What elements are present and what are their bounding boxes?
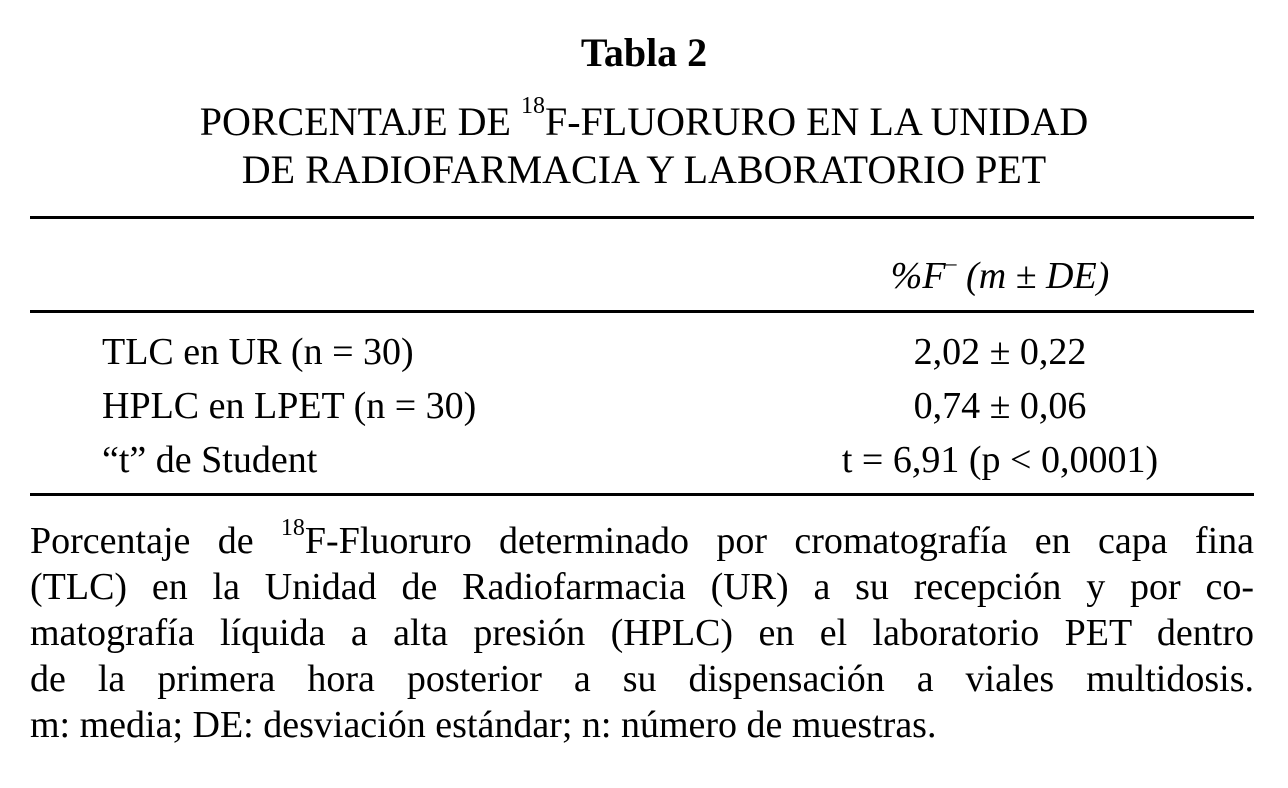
row-label: “t” de Student bbox=[102, 439, 318, 481]
footnote-line-4: de la primera hora posterior a su dispensación a viales multidosis. bbox=[30, 658, 1254, 700]
table-row bbox=[0, 436, 1288, 490]
table-top-rule bbox=[30, 216, 1254, 219]
table-footnote bbox=[30, 515, 1254, 748]
row-value: 2,02 ± 0,22 bbox=[913, 331, 1087, 373]
footnote-line-5: m: media; DE: desviación estándar; n: número de muestras. bbox=[30, 704, 937, 746]
footnote-line-2: (TLC) en la Unidad de Radiofarmacia (UR) a su recepción y por co- bbox=[30, 566, 1254, 608]
row-value: 0,74 ± 0,06 bbox=[913, 385, 1087, 427]
table-row bbox=[0, 382, 1288, 436]
isotope-superscript: 18 bbox=[520, 93, 545, 119]
column-header-rest: (m ± DE) bbox=[956, 255, 1110, 297]
footnote-line-3: matografía líquida a alta presión (HPLC) en el laboratorio PET dentro bbox=[30, 612, 1254, 654]
row-label: TLC en UR (n = 30) bbox=[102, 331, 414, 373]
table-subtitle-line-2: DE RADIOFARMACIA Y LABORATORIO PET bbox=[241, 147, 1047, 192]
table-subtitle-line-1 bbox=[0, 93, 1288, 146]
footnote-isotope-superscript: 18 bbox=[280, 515, 305, 541]
row-label: HPLC en LPET (n = 30) bbox=[102, 385, 477, 427]
column-header-text: %F bbox=[890, 255, 946, 297]
footnote-line-1-text: Porcentaje de bbox=[30, 520, 281, 562]
row-value: t = 6,91 (p < 0,0001) bbox=[841, 439, 1159, 481]
table-subtitle bbox=[0, 93, 1288, 194]
table-subtitle-line-1-rest: F-FLUORURO EN LA UNIDAD bbox=[544, 99, 1089, 144]
footnote-line-1-rest: F-Fluoruro determinado por cromatografía en capa fina bbox=[304, 520, 1254, 562]
column-header-superscript: – bbox=[945, 250, 957, 275]
table-subtitle-line-1-text: PORCENTAJE DE bbox=[199, 99, 521, 144]
footnote-line-1 bbox=[30, 515, 1254, 564]
table-title: Tabla 2 bbox=[580, 30, 708, 75]
table-bottom-rule bbox=[30, 493, 1254, 496]
table-header-rule bbox=[30, 310, 1254, 313]
table-row bbox=[0, 328, 1288, 382]
column-header bbox=[790, 250, 1210, 298]
